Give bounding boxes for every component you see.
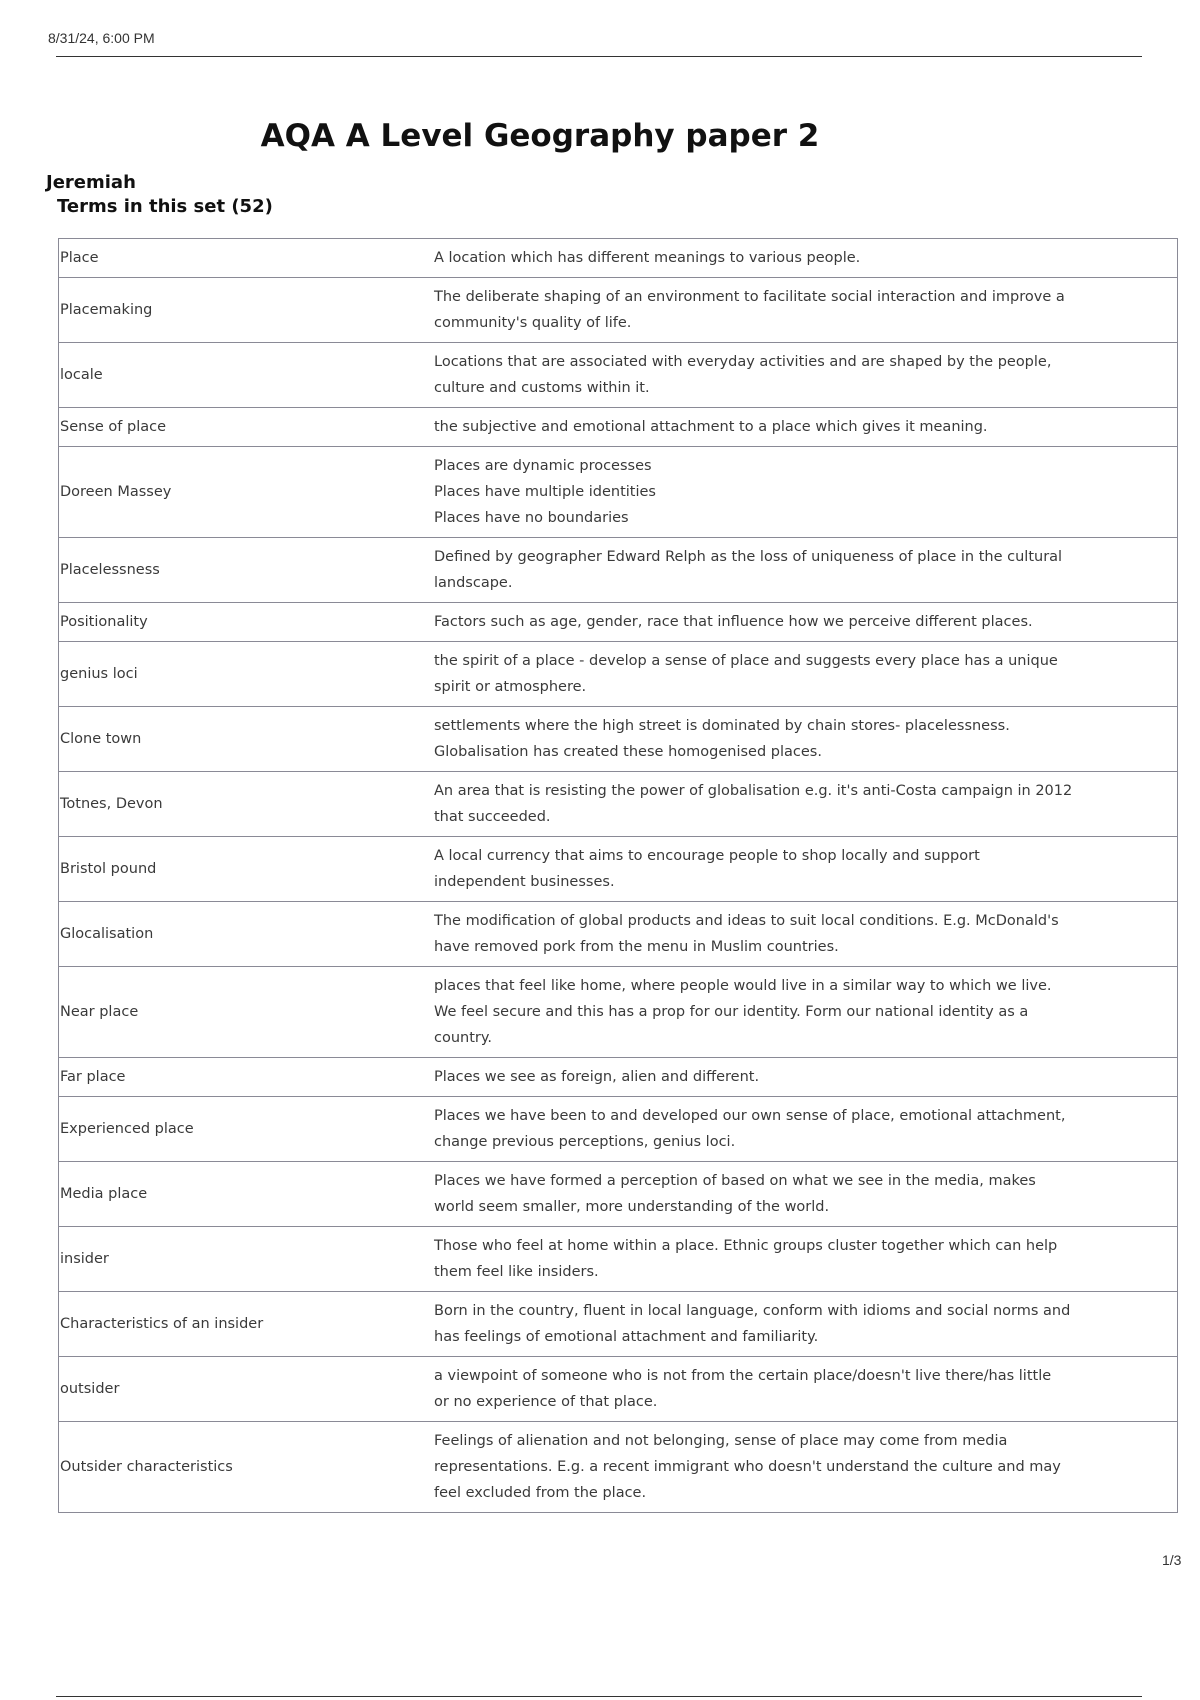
definition-cell: [434, 902, 1178, 967]
table-row: [59, 1357, 1178, 1422]
definition-line: the spirit of a place - develop a sense of place and suggests every place has a unique: [434, 653, 1058, 669]
definition-cell: [434, 278, 1178, 343]
definition-line: Places we have been to and developed our own sense of place, emotional attachment,: [434, 1108, 1066, 1124]
definition-cell: [434, 408, 1178, 447]
definition-cell: [434, 837, 1178, 902]
term-cell: Bristol pound: [59, 837, 435, 902]
definition-line: Feelings of alienation and not belonging, sense of place may come from media: [434, 1433, 1008, 1449]
table-row: [59, 1097, 1178, 1162]
term-cell: Far place: [59, 1058, 435, 1097]
definition-line: them feel like insiders.: [434, 1264, 599, 1280]
table-row: [59, 538, 1178, 603]
definition-cell: [434, 603, 1178, 642]
definition-line: Globalisation has created these homogenised places.: [434, 744, 822, 760]
definition-cell: [434, 967, 1178, 1058]
table-row: [59, 837, 1178, 902]
definition-line: that succeeded.: [434, 809, 551, 825]
definition-line: a viewpoint of someone who is not from the certain place/doesn't live there/has little: [434, 1368, 1052, 1384]
definition-line: community's quality of life.: [434, 315, 632, 331]
table-row: [59, 902, 1178, 967]
definition-line: Locations that are associated with everyday activities and are shaped by the people,: [434, 354, 1052, 370]
page-title: AQA A Level Geography paper 2: [260, 118, 820, 154]
definition-line: settlements where the high street is dominated by chain stores- placelessness.: [434, 718, 1010, 734]
definition-cell: [434, 1097, 1178, 1162]
definition-cell: [434, 447, 1178, 538]
definition-cell: [434, 538, 1178, 603]
definition-line: The modification of global products and ideas to suit local conditions. E.g. McDonald's: [434, 913, 1059, 929]
table-row: [59, 967, 1178, 1058]
definition-line: A local currency that aims to encourage people to shop locally and support: [434, 848, 980, 864]
definition-cell: [434, 707, 1178, 772]
term-cell: Near place: [59, 967, 435, 1058]
definition-line: We feel secure and this has a prop for our identity. Form our national identity as a: [434, 1004, 1029, 1020]
definition-cell: [434, 343, 1178, 408]
definition-line: Factors such as age, gender, race that influence how we perceive different places.: [434, 614, 1033, 630]
table-row: [59, 642, 1178, 707]
definition-line: Places we have formed a perception of based on what we see in the media, makes: [434, 1173, 1036, 1189]
definition-cell: [434, 1357, 1178, 1422]
definition-line: Places have multiple identities: [434, 484, 656, 500]
definition-cell: [434, 239, 1178, 278]
term-cell: Media place: [59, 1162, 435, 1227]
table-row: [59, 239, 1178, 278]
table-row: [59, 1058, 1178, 1097]
definition-line: The deliberate shaping of an environment to facilitate social interaction and improve a: [434, 289, 1065, 305]
definition-line: spirit or atmosphere.: [434, 679, 587, 695]
terms-table: [58, 238, 1178, 1513]
author-name: Jeremiah: [46, 172, 136, 193]
definition-line: world seem smaller, more understanding of the world.: [434, 1199, 830, 1215]
definition-line: landscape.: [434, 575, 513, 591]
term-cell: Positionality: [59, 603, 435, 642]
footer-divider: [56, 1696, 1142, 1697]
definition-line: the subjective and emotional attachment to a place which gives it meaning.: [434, 419, 988, 435]
definition-line: representations. E.g. a recent immigrant who doesn't understand the culture and may: [434, 1459, 1061, 1475]
term-cell: insider: [59, 1227, 435, 1292]
definition-line: country.: [434, 1030, 492, 1046]
print-timestamp: 8/31/24, 6:00 PM: [48, 30, 155, 46]
page-number: 1/3: [1162, 1552, 1182, 1568]
table-row: [59, 343, 1178, 408]
table-row: [59, 603, 1178, 642]
definition-line: An area that is resisting the power of globalisation e.g. it's anti-Costa campaign in 2012: [434, 783, 1073, 799]
set-count-heading: Terms in this set (52): [57, 196, 273, 217]
table-row: [59, 772, 1178, 837]
table-row: [59, 1422, 1178, 1513]
term-cell: Glocalisation: [59, 902, 435, 967]
definition-line: independent businesses.: [434, 874, 615, 890]
definition-line: places that feel like home, where people would live in a similar way to which we live.: [434, 978, 1052, 994]
definition-line: A location which has different meanings to various people.: [434, 250, 861, 266]
definition-line: Places have no boundaries: [434, 510, 629, 526]
term-cell: genius loci: [59, 642, 435, 707]
definition-cell: [434, 642, 1178, 707]
definition-cell: [434, 1422, 1178, 1513]
table-row: [59, 1227, 1178, 1292]
term-cell: locale: [59, 343, 435, 408]
table-row: [59, 408, 1178, 447]
definition-line: or no experience of that place.: [434, 1394, 658, 1410]
term-cell: Characteristics of an insider: [59, 1292, 435, 1357]
header-divider: [56, 56, 1142, 57]
table-row: [59, 1162, 1178, 1227]
term-cell: Placelessness: [59, 538, 435, 603]
term-cell: Sense of place: [59, 408, 435, 447]
term-cell: outsider: [59, 1357, 435, 1422]
definition-cell: [434, 1227, 1178, 1292]
term-cell: Place: [59, 239, 435, 278]
definition-line: Places are dynamic processes: [434, 458, 652, 474]
term-cell: Experienced place: [59, 1097, 435, 1162]
term-cell: Totnes, Devon: [59, 772, 435, 837]
definition-line: culture and customs within it.: [434, 380, 650, 396]
definition-cell: [434, 1292, 1178, 1357]
definition-line: Born in the country, fluent in local language, conform with idioms and social norms and: [434, 1303, 1071, 1319]
terms-table-body: [59, 239, 1178, 1513]
definition-cell: [434, 772, 1178, 837]
definition-cell: [434, 1058, 1178, 1097]
definition-line: Defined by geographer Edward Relph as the loss of uniqueness of place in the cultural: [434, 549, 1063, 565]
definition-line: change previous perceptions, genius loci.: [434, 1134, 736, 1150]
table-row: [59, 707, 1178, 772]
definition-line: have removed pork from the menu in Muslim countries.: [434, 939, 839, 955]
term-cell: Doreen Massey: [59, 447, 435, 538]
term-cell: Placemaking: [59, 278, 435, 343]
table-row: [59, 278, 1178, 343]
definition-line: has feelings of emotional attachment and familiarity.: [434, 1329, 819, 1345]
definition-line: Places we see as foreign, alien and different.: [434, 1069, 760, 1085]
definition-line: Those who feel at home within a place. Ethnic groups cluster together which can help: [434, 1238, 1058, 1254]
table-row: [59, 1292, 1178, 1357]
definition-line: feel excluded from the place.: [434, 1485, 647, 1501]
table-row: [59, 447, 1178, 538]
term-cell: Clone town: [59, 707, 435, 772]
definition-cell: [434, 1162, 1178, 1227]
term-cell: Outsider characteristics: [59, 1422, 435, 1513]
